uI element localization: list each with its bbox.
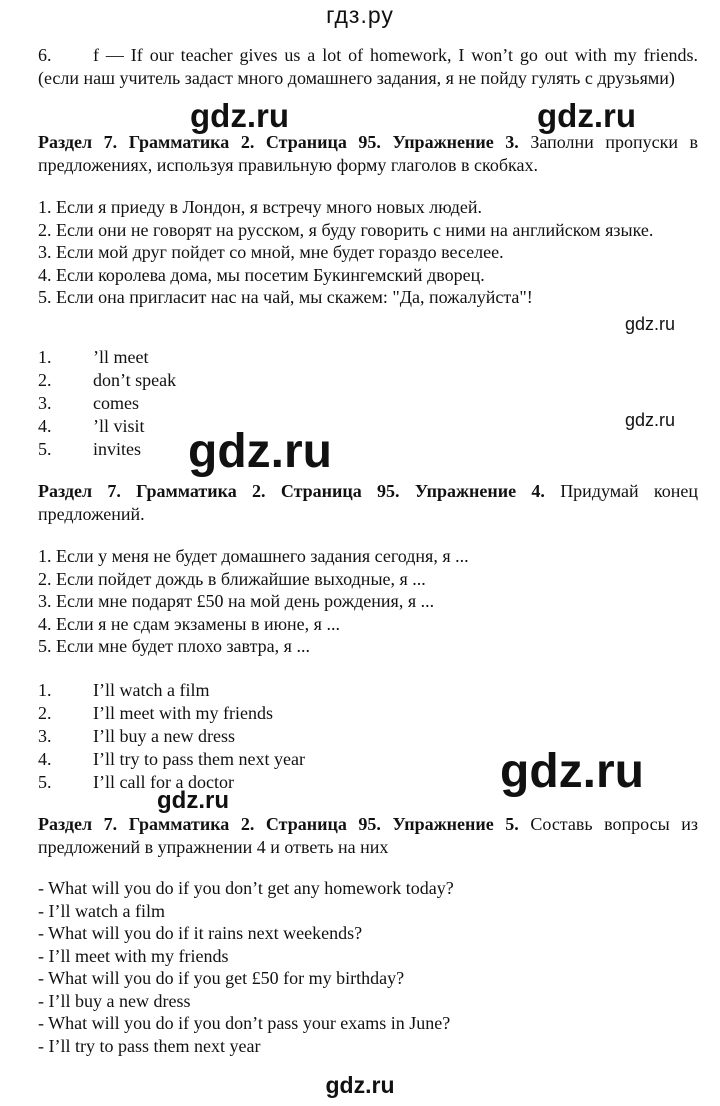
answer-number: 4. xyxy=(38,749,52,769)
answer-number: 4. xyxy=(38,416,52,436)
answer-number: 2. xyxy=(38,370,52,390)
list-item: 5. Если она пригласит нас на чай, мы скажем: "Да, пожалуйста"! xyxy=(38,287,533,307)
dialogue-line: - What will you do if it rains next weekends? xyxy=(38,923,363,943)
intro-text: f — If our teacher gives us a lot of homework, I won’t go out with my friends. (если наш учитель задаст много домашнего задания, я не пойду гулять с друзьями) xyxy=(38,45,698,88)
answer-text: comes xyxy=(93,393,139,413)
answer-number: 1. xyxy=(38,347,52,367)
answer-row xyxy=(38,369,176,392)
dialogue-line: - What will you do if you don’t get any homework today? xyxy=(38,878,454,898)
intro-item xyxy=(38,44,698,89)
answer-row xyxy=(38,771,234,794)
ex3-instruction: Заполни пропуски в предложениях, используя правильную форму глаголов в скобках. xyxy=(38,132,699,175)
list-item: 2. Если они не говорят на русском, я буду говорить с ними на английском языке. xyxy=(38,219,654,240)
dialogue-line: - I’ll try to pass them next year xyxy=(38,1035,261,1056)
answer-text: I’ll try to pass them next year xyxy=(93,749,305,769)
answer-row xyxy=(38,392,139,415)
ex4-heading-block xyxy=(38,480,698,525)
watermark: gdz.ru xyxy=(537,97,636,134)
ex5-heading-block xyxy=(38,813,698,858)
answer-row xyxy=(38,415,145,438)
dialogue-line: - I’ll meet with my friends xyxy=(38,945,229,966)
ex5-instruction: Составь вопросы из предложений в упражнении 4 и ответь на них xyxy=(38,814,698,857)
answer-number: 2. xyxy=(38,703,52,723)
dialogue-line: - What will you do if you get £50 for my birthday? xyxy=(38,968,405,988)
answer-text: don’t speak xyxy=(93,370,177,390)
answer-row xyxy=(38,702,273,725)
answer-text: I’ll meet with my friends xyxy=(93,703,273,723)
ex4-instruction: Придумай конец предложений. xyxy=(38,481,699,524)
list-item: 2. Если пойдет дождь в ближайшие выходные, я ... xyxy=(38,568,426,589)
answer-number: 5. xyxy=(38,772,52,792)
ex3-sentences xyxy=(38,196,698,309)
answer-row xyxy=(38,725,235,748)
site-header: гдз.ру xyxy=(326,2,394,28)
list-item: 1. Если у меня не будет домашнего задания сегодня, я ... xyxy=(38,546,469,566)
answer-row xyxy=(38,438,141,461)
answer-row xyxy=(38,748,305,771)
answer-text: ’ll visit xyxy=(93,416,145,436)
answer-text: invites xyxy=(93,439,141,459)
answer-number: 3. xyxy=(38,726,52,746)
list-item: 3. Если мой друг пойдет со мной, мне будет гораздо веселее. xyxy=(38,242,504,262)
ex5-heading: Раздел 7. Грамматика 2. Страница 95. Упражнение 5. xyxy=(38,814,519,834)
dialogue-line: - I’ll watch a film xyxy=(38,900,165,921)
answer-row xyxy=(38,679,209,702)
answer-number: 1. xyxy=(38,680,52,700)
site-footer: gdz.ru xyxy=(325,1072,395,1098)
list-item: 1. Если я приеду в Лондон, я встречу много новых людей. xyxy=(38,197,483,217)
ex4-heading: Раздел 7. Грамматика 2. Страница 95. Упражнение 4. xyxy=(38,481,545,501)
dialogue-line: - What will you do if you don’t pass your exams in June? xyxy=(38,1013,451,1033)
list-item: 3. Если мне подарят £50 на мой день рождения, я ... xyxy=(38,591,435,611)
list-item: 4. Если королева дома, мы посетим Букингемский дворец. xyxy=(38,264,485,285)
answer-number: 5. xyxy=(38,439,52,459)
answer-row xyxy=(38,346,148,369)
watermark: gdz.ru xyxy=(157,787,229,814)
answer-text: I’ll call for a doctor xyxy=(93,772,234,792)
ex3-heading: Раздел 7. Грамматика 2. Страница 95. Упражнение 3. xyxy=(38,132,519,152)
dialogue-line: - I’ll buy a new dress xyxy=(38,990,191,1011)
intro-number: 6. xyxy=(38,45,52,65)
answer-text: I’ll watch a film xyxy=(93,680,210,700)
answer-number: 3. xyxy=(38,393,52,413)
watermark: gdz.ru xyxy=(625,410,676,430)
watermark: gdz.ru xyxy=(625,314,676,334)
watermark: gdz.ru xyxy=(500,745,644,798)
list-item: 5. Если мне будет плохо завтра, я ... xyxy=(38,636,310,656)
list-item: 4. Если я не сдам экзамены в июне, я ... xyxy=(38,613,340,634)
ex4-sentences xyxy=(38,545,698,658)
answer-text: I’ll buy a new dress xyxy=(93,726,235,746)
ex5-dialogue xyxy=(38,877,698,1057)
watermark: gdz.ru xyxy=(188,425,332,478)
watermark: gdz.ru xyxy=(190,97,289,134)
ex3-heading-block xyxy=(38,131,698,176)
answer-text: ’ll meet xyxy=(93,347,149,367)
